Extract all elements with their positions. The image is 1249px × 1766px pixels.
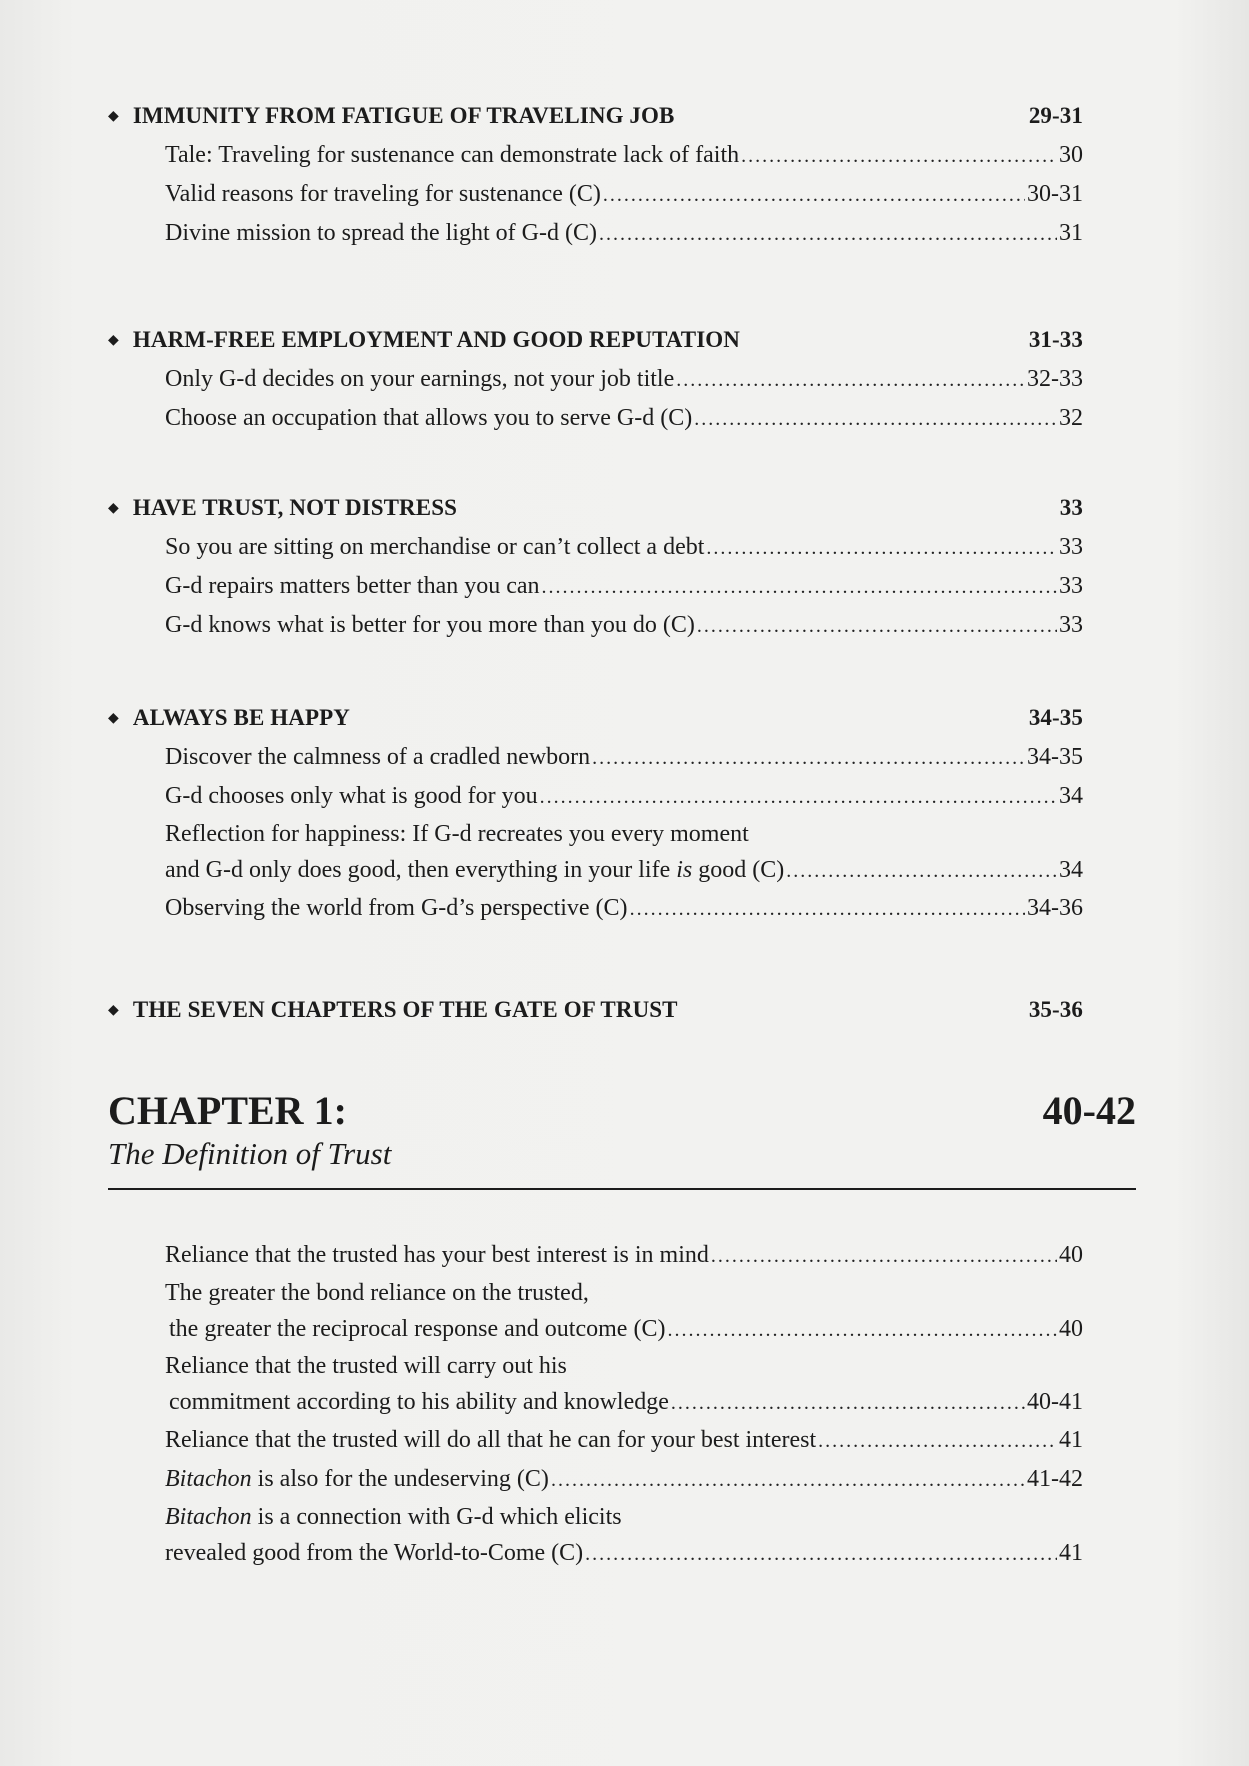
entry-page: 33 <box>1059 573 1083 599</box>
entry-text: Reliance that the trusted has your best interest is in mind <box>165 1242 709 1268</box>
entry-text: G-d repairs matters better than you can <box>165 573 540 599</box>
toc-section <box>108 488 1085 645</box>
diamond-bullet-icon: ◆ <box>108 501 119 516</box>
toc-entry <box>165 1236 1085 1275</box>
dot-leader <box>599 215 1057 253</box>
dot-leader <box>542 568 1057 606</box>
section-heading <box>108 320 1085 360</box>
entry-emphasis: is <box>676 857 693 883</box>
entry-text: the greater the reciprocal response and outcome (C) <box>169 1316 666 1342</box>
dot-leader <box>697 607 1057 645</box>
toc-entry <box>165 738 1085 777</box>
toc-entry <box>165 1275 1085 1348</box>
toc-entry <box>165 175 1085 214</box>
section-heading <box>108 96 1085 136</box>
entry-page: 40 <box>1059 1242 1083 1268</box>
section-title: ALWAYS BE HAPPY <box>132 705 350 730</box>
toc-entry <box>165 1460 1085 1499</box>
entry-page: 31 <box>1059 220 1083 246</box>
toc-section <box>108 96 1085 253</box>
section-pages: 35-36 <box>1028 997 1083 1022</box>
diamond-bullet-icon: ◆ <box>108 109 119 124</box>
entry-page: 32-33 <box>1027 366 1083 392</box>
toc-entry <box>165 214 1085 253</box>
chapter-subtitle: The Definition of Trust <box>108 1136 392 1171</box>
entry-text: commitment according to his ability and knowledge <box>169 1389 669 1415</box>
toc-entry <box>165 889 1085 928</box>
toc-entry <box>165 360 1085 399</box>
section-pages: 31-33 <box>1028 327 1083 352</box>
chapter-entries <box>108 1236 1085 1572</box>
entry-page: 33 <box>1059 612 1083 638</box>
entry-text: Tale: Traveling for sustenance can demonstrate lack of faith <box>165 142 740 168</box>
entry-text: and G-d only does good, then everything in your life <box>165 857 677 883</box>
entry-text: Valid reasons for traveling for sustenance (C) <box>165 181 601 207</box>
toc-section <box>108 320 1085 438</box>
toc-entry <box>165 777 1085 816</box>
entry-page: 41 <box>1059 1427 1083 1453</box>
section-pages: 29-31 <box>1028 103 1083 128</box>
diamond-bullet-icon: ◆ <box>108 333 119 348</box>
entry-emphasis: Bitachon <box>165 1466 252 1492</box>
toc-section <box>108 698 1085 928</box>
section-heading <box>108 488 1085 528</box>
chapter-header <box>108 1088 1136 1190</box>
toc-section <box>108 990 1085 1030</box>
entry-emphasis: Bitachon <box>165 1504 252 1530</box>
diamond-bullet-icon: ◆ <box>108 711 119 726</box>
dot-leader <box>711 1237 1057 1275</box>
entry-page: 30-31 <box>1027 181 1083 207</box>
toc-entry <box>165 606 1085 645</box>
entry-text: Discover the calmness of a cradled newborn <box>165 744 591 770</box>
dot-leader <box>818 1422 1057 1460</box>
toc-entry <box>165 1421 1085 1460</box>
chapter-pages: 40-42 <box>1042 1088 1136 1133</box>
entry-page: 40-41 <box>1027 1389 1083 1415</box>
section-pages: 33 <box>1059 495 1083 520</box>
section-heading <box>108 698 1085 738</box>
entry-page: 41-42 <box>1027 1466 1083 1492</box>
section-title: THE SEVEN CHAPTERS OF THE GATE OF TRUST <box>132 997 678 1022</box>
dot-leader <box>786 853 1057 889</box>
entry-text: Reliance that the trusted will carry out his <box>165 1353 567 1379</box>
entry-text: G-d knows what is better for you more than you do (C) <box>165 612 695 638</box>
toc-entry <box>165 816 1085 889</box>
entry-text: Choose an occupation that allows you to serve G-d (C) <box>165 405 693 431</box>
dot-leader <box>585 1536 1057 1572</box>
entry-text: So you are sitting on merchandise or can’t collect a debt <box>165 534 705 560</box>
entry-page: 34 <box>1059 783 1083 809</box>
section-title: IMMUNITY FROM FATIGUE OF TRAVELING JOB <box>132 103 675 128</box>
dot-leader <box>630 890 1025 928</box>
toc-entry <box>165 528 1085 567</box>
section-heading <box>108 990 1085 1030</box>
entry-text: The greater the bond reliance on the trusted, <box>165 1280 589 1306</box>
section-title: HAVE TRUST, NOT DISTRESS <box>132 495 457 520</box>
dot-leader <box>694 400 1057 438</box>
entry-page: 32 <box>1059 405 1083 431</box>
section-pages: 34-35 <box>1028 705 1083 730</box>
entry-page: 40 <box>1059 1316 1083 1342</box>
entry-text: Reflection for happiness: If G-d recreates you every moment <box>165 821 749 847</box>
entry-page: 33 <box>1059 534 1083 560</box>
dot-leader <box>551 1461 1025 1499</box>
chapter-rule <box>108 1188 1136 1190</box>
dot-leader <box>706 529 1057 567</box>
entry-page: 34 <box>1059 857 1083 883</box>
toc-entry <box>165 136 1085 175</box>
chapter-label: CHAPTER 1: <box>108 1088 347 1133</box>
entry-page: 34-36 <box>1027 895 1083 921</box>
entry-page: 41 <box>1059 1540 1083 1566</box>
dot-leader <box>741 137 1057 175</box>
toc-entry <box>165 1499 1085 1572</box>
dot-leader <box>667 1312 1057 1348</box>
entry-page: 30 <box>1059 142 1083 168</box>
dot-leader <box>603 176 1025 214</box>
section-title: HARM-FREE EMPLOYMENT AND GOOD REPUTATION <box>132 327 740 352</box>
toc-entry <box>165 399 1085 438</box>
dot-leader <box>592 739 1025 777</box>
entry-text: Observing the world from G-d’s perspective (C) <box>165 895 628 921</box>
diamond-bullet-icon: ◆ <box>108 1003 119 1018</box>
toc-entry <box>165 1348 1085 1421</box>
dot-leader <box>676 361 1025 399</box>
entry-page: 34-35 <box>1027 744 1083 770</box>
entry-text: Reliance that the trusted will do all that he can for your best interest <box>165 1427 817 1453</box>
toc-entry <box>165 567 1085 606</box>
entry-text: Only G-d decides on your earnings, not your job title <box>165 366 675 392</box>
entry-text: revealed good from the World-to-Come (C) <box>165 1540 584 1566</box>
entry-text: Divine mission to spread the light of G-d (C) <box>165 220 597 246</box>
dot-leader <box>671 1385 1025 1421</box>
entry-text: good (C) <box>692 857 785 883</box>
entry-text: G-d chooses only what is good for you <box>165 783 538 809</box>
entry-text: is a connection with G-d which elicits <box>251 1504 622 1530</box>
entry-text: is also for the undeserving (C) <box>251 1466 549 1492</box>
dot-leader <box>540 778 1057 816</box>
